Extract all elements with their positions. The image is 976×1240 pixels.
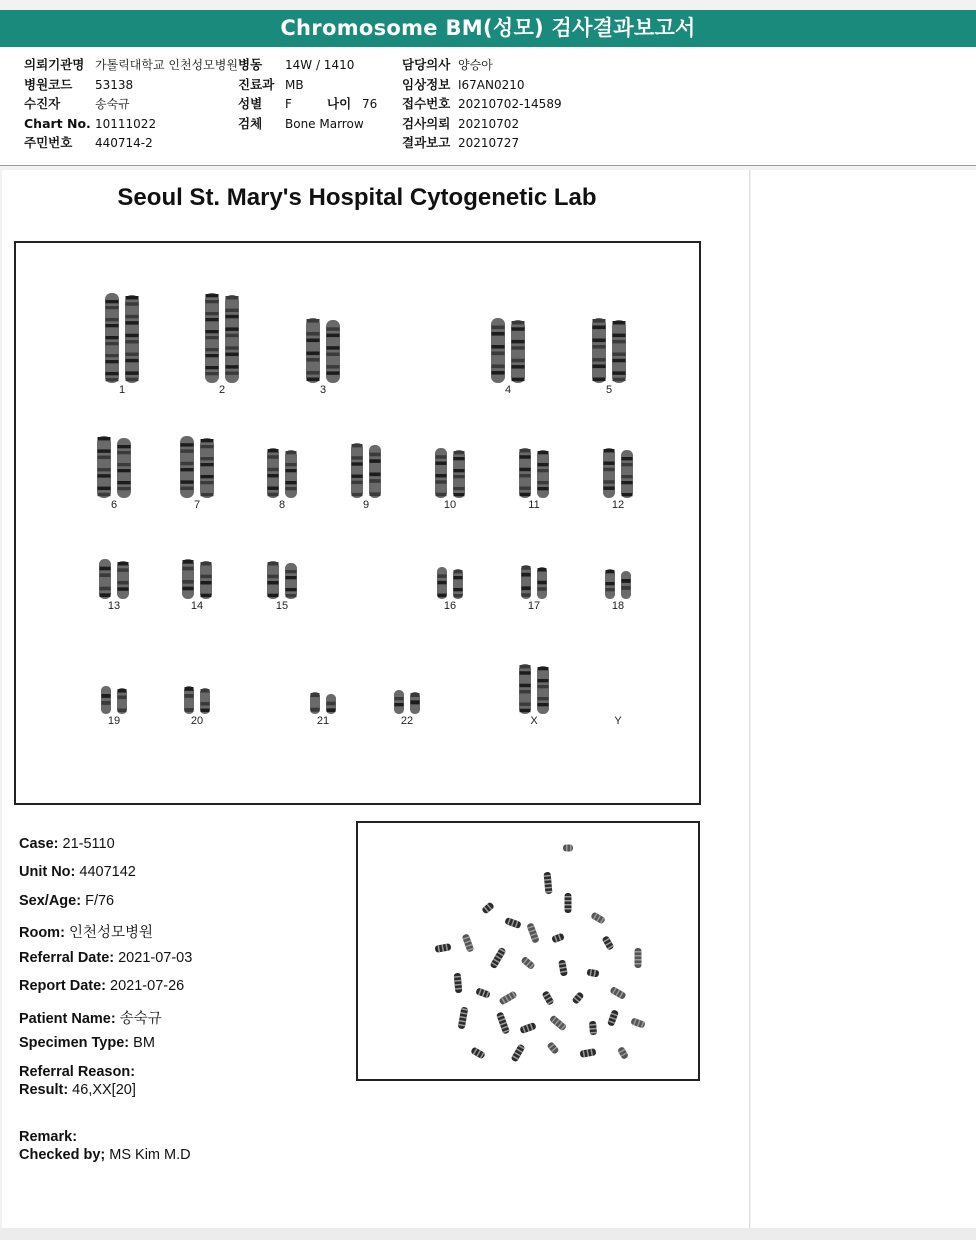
patient-info-panel (0, 47, 976, 166)
chromosome-label: 9 (362, 499, 370, 511)
info-value: Bone Marrow (285, 116, 364, 131)
info-row (238, 114, 377, 134)
chromosome-pair (351, 443, 381, 498)
info-label: 병동 (238, 57, 263, 72)
chromosome-pair (435, 448, 465, 498)
chromosome-pair (99, 559, 129, 599)
info-row (402, 55, 562, 75)
info-row (238, 55, 377, 75)
metaphase-spread (358, 823, 698, 1079)
case-info-key: Unit No: (19, 864, 76, 880)
info-row (24, 75, 238, 95)
chromosome-pair (394, 690, 420, 714)
info-row (24, 94, 238, 114)
metaphase-chromosome (458, 1007, 469, 1030)
info-label: 검체 (238, 115, 263, 131)
info-label: 진료과 (238, 76, 275, 92)
case-info-key: Specimen Type: (19, 1035, 130, 1051)
chromosome-label: X (530, 715, 538, 727)
metaphase-chromosome (510, 1043, 525, 1062)
metaphase-image (356, 821, 700, 1081)
chromosome-pair (592, 318, 626, 383)
info-column-1 (24, 55, 238, 153)
chromosome-label: 1 (118, 384, 126, 396)
case-info-key: Sex/Age: (19, 893, 82, 909)
case-info-value: 46,XX[20] (68, 1082, 136, 1098)
case-info-key: Room: (19, 925, 65, 941)
chromosome-pair (180, 436, 214, 498)
info-row (24, 55, 238, 75)
karyogram (16, 243, 699, 803)
chromosome-label: 18 (611, 600, 625, 612)
info-label: 수진자 (24, 96, 61, 111)
metaphase-chromosome (489, 947, 506, 970)
chromosome-label: 14 (190, 600, 204, 612)
chromosome-pair (184, 686, 210, 714)
info-value: I67AN0210 (458, 77, 525, 92)
chromosome-label: 17 (527, 600, 541, 612)
info-row (24, 114, 238, 134)
case-info-key: Referral Date: (19, 950, 115, 966)
metaphase-chromosome (504, 917, 521, 929)
chromosome-pair (205, 293, 239, 383)
metaphase-chromosome (607, 1009, 619, 1026)
metaphase-chromosome (498, 990, 517, 1005)
case-info-value: 송숙규 (115, 1011, 162, 1027)
case-info-key: Report Date: (19, 978, 107, 994)
info-row (402, 75, 562, 95)
age-label: 나이 (327, 96, 352, 111)
blank-side-area (751, 170, 976, 1228)
chromosome-label: 8 (278, 499, 286, 511)
case-info-value: 21-5110 (58, 836, 115, 852)
metaphase-chromosome (571, 991, 584, 1005)
metaphase-chromosome (546, 1041, 559, 1055)
chromosome-label: Y (614, 715, 622, 727)
case-info-line (19, 864, 136, 880)
case-info-line (19, 1064, 135, 1080)
metaphase-chromosome (586, 969, 599, 978)
case-info-line (19, 1129, 77, 1145)
info-label: 담당의사 (402, 57, 451, 72)
info-label: 병원코드 (24, 76, 73, 92)
info-column-2 (238, 55, 377, 133)
metaphase-chromosome (470, 1046, 486, 1059)
metaphase-chromosome (496, 1011, 510, 1034)
metaphase-chromosome (475, 987, 491, 998)
info-row (402, 114, 562, 134)
info-value: 20210727 (458, 136, 520, 150)
chromosome-pair (267, 448, 297, 498)
case-info-key: Checked by; (19, 1147, 106, 1163)
info-value: MB (285, 77, 304, 92)
metaphase-chromosome (590, 911, 606, 924)
chromosome-label: 11 (528, 499, 540, 511)
info-value: 440714-2 (95, 136, 153, 150)
metaphase-chromosome (454, 973, 463, 994)
metaphase-chromosome (558, 960, 568, 977)
case-info-value: 2021-07-26 (106, 978, 185, 994)
case-info-line (19, 1035, 155, 1051)
case-info-key: Result: (19, 1082, 69, 1098)
metaphase-chromosome (435, 943, 452, 953)
metaphase-chromosome (519, 1022, 536, 1034)
metaphase-chromosome (544, 872, 553, 895)
chromosome-pair (519, 664, 549, 714)
chromosome-label: 4 (504, 384, 512, 396)
metaphase-chromosome (462, 933, 475, 952)
case-info-key: Remark: (19, 1129, 78, 1145)
metaphase-chromosome (565, 893, 572, 913)
case-info-line (19, 978, 184, 994)
chromosome-label: 22 (400, 715, 414, 727)
case-info-value: BM (129, 1035, 155, 1051)
chromosome-label: 10 (443, 499, 457, 511)
metaphase-chromosome (580, 1048, 597, 1058)
chromosome-label: 16 (443, 600, 457, 612)
chromosome-label: 2 (218, 384, 226, 396)
info-label: 접수번호 (402, 96, 451, 111)
metaphase-chromosome (601, 935, 614, 951)
case-info-line (19, 1082, 136, 1098)
chromosome-pair (519, 448, 549, 498)
chromosome-label: 21 (316, 715, 330, 727)
chromosome-label: 15 (275, 600, 289, 612)
info-label: 의뢰기관명 (24, 57, 85, 72)
case-info-line (19, 1147, 191, 1163)
info-column-3 (402, 55, 562, 153)
metaphase-chromosome (551, 933, 565, 944)
karyotype-image (14, 241, 701, 805)
chromosome-pair (437, 567, 463, 599)
case-info-key: Referral Reason: (19, 1064, 136, 1080)
info-label: 주민번호 (24, 135, 73, 150)
info-row (402, 94, 562, 114)
info-label: 결과보고 (402, 135, 451, 150)
info-label: 성별 (238, 96, 263, 111)
chromosome-pair (101, 686, 127, 714)
case-info-line (19, 836, 115, 852)
metaphase-chromosome (589, 1021, 597, 1036)
case-info-line (19, 921, 153, 942)
chromosome-pair (306, 318, 340, 383)
chromosome-pair (491, 318, 525, 383)
chromosome-label: 5 (605, 384, 613, 396)
report-title-bar (0, 10, 976, 47)
case-info-value: 4407142 (75, 864, 136, 880)
metaphase-chromosome (635, 948, 642, 968)
report-document-page (2, 170, 750, 1228)
bottom-gap (0, 1228, 976, 1240)
info-value: 20210702-14589 (458, 97, 562, 111)
case-info-value: 2021-07-03 (114, 950, 193, 966)
report-title: Chromosome BM(성모) 검사결과보고서 (280, 16, 696, 40)
lab-title: Seoul St. Mary's Hospital Cytogenetic Lab (117, 184, 597, 211)
case-info-value: F/76 (81, 893, 115, 909)
metaphase-chromosome (630, 1017, 646, 1028)
case-info-value: MS Kim M.D (105, 1147, 191, 1163)
info-value: 53138 (95, 77, 134, 92)
chromosome-label: 3 (319, 384, 327, 396)
info-value: 송숙규 (95, 97, 130, 111)
info-label: 검사의뢰 (402, 115, 451, 131)
metaphase-chromosome (526, 922, 539, 943)
age-value: 76 (362, 97, 378, 111)
info-row (238, 75, 377, 95)
case-info-line (19, 1007, 162, 1028)
case-info-key: Patient Name: (19, 1011, 116, 1027)
info-value: 20210702 (458, 116, 520, 131)
chromosome-label: 6 (110, 499, 118, 511)
case-info-line (19, 893, 114, 909)
metaphase-chromosome (609, 986, 626, 1000)
chromosome-label: 7 (193, 499, 201, 511)
info-value: 10111022 (95, 116, 157, 131)
chromosome-pair (605, 569, 631, 599)
metaphase-chromosome (617, 1046, 629, 1060)
chromosome-pair (105, 293, 139, 383)
case-info-line (19, 950, 192, 966)
chromosome-label: 13 (107, 600, 121, 612)
chromosome-pair (97, 436, 131, 498)
info-row (402, 133, 562, 153)
chromosome-pair (267, 561, 297, 599)
info-value: F (285, 97, 292, 111)
chromosome-pair (603, 448, 633, 498)
info-label: 임상정보 (402, 76, 451, 92)
metaphase-chromosome (520, 956, 535, 970)
chromosome-label: 19 (107, 715, 121, 727)
info-value: 14W / 1410 (285, 58, 355, 72)
chromosome-pair (310, 692, 336, 714)
case-info-value: 인천성모병원 (64, 925, 153, 941)
chromosome-pair (521, 565, 547, 599)
info-value: 가톨릭대학교 인천성모병원 (95, 58, 238, 72)
chromosome-pair (182, 559, 212, 599)
info-value: 양승아 (458, 58, 493, 72)
chromosome-label: 12 (611, 499, 625, 511)
chromosome-label: 20 (190, 715, 204, 727)
info-label: Chart No. (24, 115, 91, 131)
metaphase-chromosome (541, 990, 554, 1006)
metaphase-chromosome (481, 901, 495, 914)
case-info-key: Case: (19, 836, 59, 852)
metaphase-chromosome (549, 1015, 567, 1032)
info-row (238, 94, 377, 114)
info-row (24, 133, 238, 153)
metaphase-chromosome (563, 845, 573, 852)
